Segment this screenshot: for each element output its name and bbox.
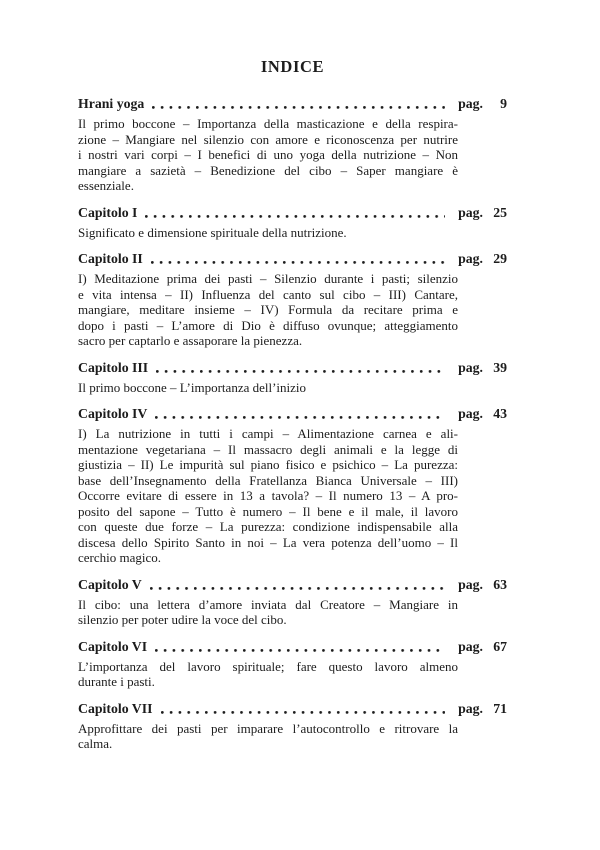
page-number: 63 xyxy=(493,576,507,592)
description-line: mentazione vegetariana – Il massacro degli animali e la legge di xyxy=(78,441,458,457)
toc-entry xyxy=(78,577,507,628)
toc-entry xyxy=(78,360,507,396)
entry-heading-row xyxy=(78,701,507,717)
description-line: durante i pasti. xyxy=(78,674,155,689)
chapter-title: Capitolo II xyxy=(78,251,143,266)
description-line: essenziale. xyxy=(78,178,134,193)
page-number: 29 xyxy=(493,251,507,266)
description-line: giustizia – II) Le impurità sul piano fisico e psichico – La purezza: xyxy=(78,457,458,472)
entry-description xyxy=(78,721,458,752)
description-line: mangiare, meditare insieme – IV) Formula da recitare prima e xyxy=(78,302,458,317)
dot-leader xyxy=(152,106,445,109)
chapter-title: Hrani yoga xyxy=(78,96,145,111)
page-label: pag. xyxy=(458,406,483,421)
description-line: dopo i pasti – L’amore di Dio è diffuso ovunque; atteggiamento xyxy=(78,317,458,333)
dot-leader xyxy=(155,416,445,419)
page-label: pag. xyxy=(458,576,483,592)
entry-heading-row xyxy=(78,577,507,593)
description-line: base dell’Insegnamento della Fratellanza Bianca Universale – III) xyxy=(78,472,458,488)
toc-entry xyxy=(78,96,507,194)
entry-heading-row xyxy=(78,251,507,267)
entry-heading-row xyxy=(78,406,507,422)
entry-heading-row xyxy=(78,639,507,655)
description-line: I) Meditazione prima dei pasti – Silenzio durante i pasti; silenzio xyxy=(78,271,458,286)
page-number: 43 xyxy=(493,406,507,421)
chapter-title: Capitolo III xyxy=(78,359,149,375)
entry-description xyxy=(78,225,458,241)
description-line: silenzio per poter udire la voce del cibo. xyxy=(78,612,287,627)
page-label: pag. xyxy=(458,638,483,654)
description-line: I) La nutrizione in tutti i campi – Alimentazione carnea e ali- xyxy=(78,426,458,441)
dot-leader xyxy=(155,649,445,652)
description-line: con queste due forze – La purezza: condizione indispensabile alla xyxy=(78,519,458,534)
description-line: Approfittare dei pasti per imparare l’autocontrollo e ritrovare la xyxy=(78,720,458,736)
page-label: pag. xyxy=(458,700,483,716)
description-line: sacro per captarlo e assaporare la pienezza. xyxy=(78,333,303,348)
entry-description xyxy=(78,426,458,566)
dot-leader xyxy=(156,370,445,373)
entry-description xyxy=(78,597,458,628)
page-title: INDICE xyxy=(260,57,325,76)
page-label: pag. xyxy=(458,251,483,266)
page-label: pag. xyxy=(458,359,483,375)
description-line: e vita intensa – II) Influenza del canto sul cibo – III) Cantare, xyxy=(78,286,458,302)
chapter-title: Capitolo IV xyxy=(78,406,148,421)
entry-description xyxy=(78,659,458,690)
entry-heading-row xyxy=(78,360,507,376)
toc-entry xyxy=(78,701,507,752)
dot-leader xyxy=(151,261,445,264)
description-line: cerchio magico. xyxy=(78,550,162,565)
description-line: calma. xyxy=(78,736,113,751)
page-number: 39 xyxy=(493,359,507,375)
description-line: i nostri vari corpi – I benefici di uno yoga della nutrizione – Non xyxy=(78,147,458,162)
dot-leader xyxy=(161,711,446,714)
toc-entry xyxy=(78,639,507,690)
description-line: Il cibo: una lettera d’amore inviata dal Creatore – Mangiare in xyxy=(78,596,458,612)
chapter-title: Capitolo I xyxy=(78,204,138,220)
dot-leader xyxy=(150,587,445,590)
page-label: pag. xyxy=(458,204,483,220)
dot-leader xyxy=(145,215,445,218)
description-line: zione – Mangiare nel silenzio con amore e riconoscenza per nutrire xyxy=(78,131,458,147)
entry-description xyxy=(78,271,458,349)
chapter-title: Capitolo VI xyxy=(78,638,148,654)
description-line: Occorre evitare di essere in 13 a tavola? – Il numero 13 – A pro- xyxy=(78,488,458,503)
page-label: pag. xyxy=(458,96,483,111)
toc-entry xyxy=(78,205,507,241)
page-number: 67 xyxy=(493,638,507,654)
entry-heading-row xyxy=(78,205,507,221)
page-number: 9 xyxy=(500,96,507,111)
description-line: Il primo boccone – L’importanza dell’inizio xyxy=(78,379,307,395)
page-number: 71 xyxy=(493,700,507,716)
toc-entry xyxy=(78,406,507,566)
entry-heading-row xyxy=(78,96,507,112)
chapter-title: Capitolo V xyxy=(78,576,142,592)
page-number: 25 xyxy=(493,204,507,220)
toc-entries xyxy=(78,96,507,752)
toc-entry xyxy=(78,251,507,349)
description-line: mangiare a sazietà – Benedizione del cibo – Saper mangiare è xyxy=(78,162,458,178)
chapter-title: Capitolo VII xyxy=(78,700,153,716)
entry-description xyxy=(78,116,458,194)
description-line: discesa dello Spirito Santo in noi – La vera potenza dell’uomo – Il xyxy=(78,534,458,550)
description-line: posito del sapone – Tutto è numero – Il bene e il male, il lavoro xyxy=(78,503,458,519)
description-line: L’importanza del lavoro spirituale; fare questo lavoro almeno xyxy=(78,658,458,674)
description-line: Il primo boccone – Importanza della masticazione e della respira- xyxy=(78,116,458,131)
description-line: Significato e dimensione spirituale della nutrizione. xyxy=(78,224,347,240)
entry-description xyxy=(78,380,458,396)
